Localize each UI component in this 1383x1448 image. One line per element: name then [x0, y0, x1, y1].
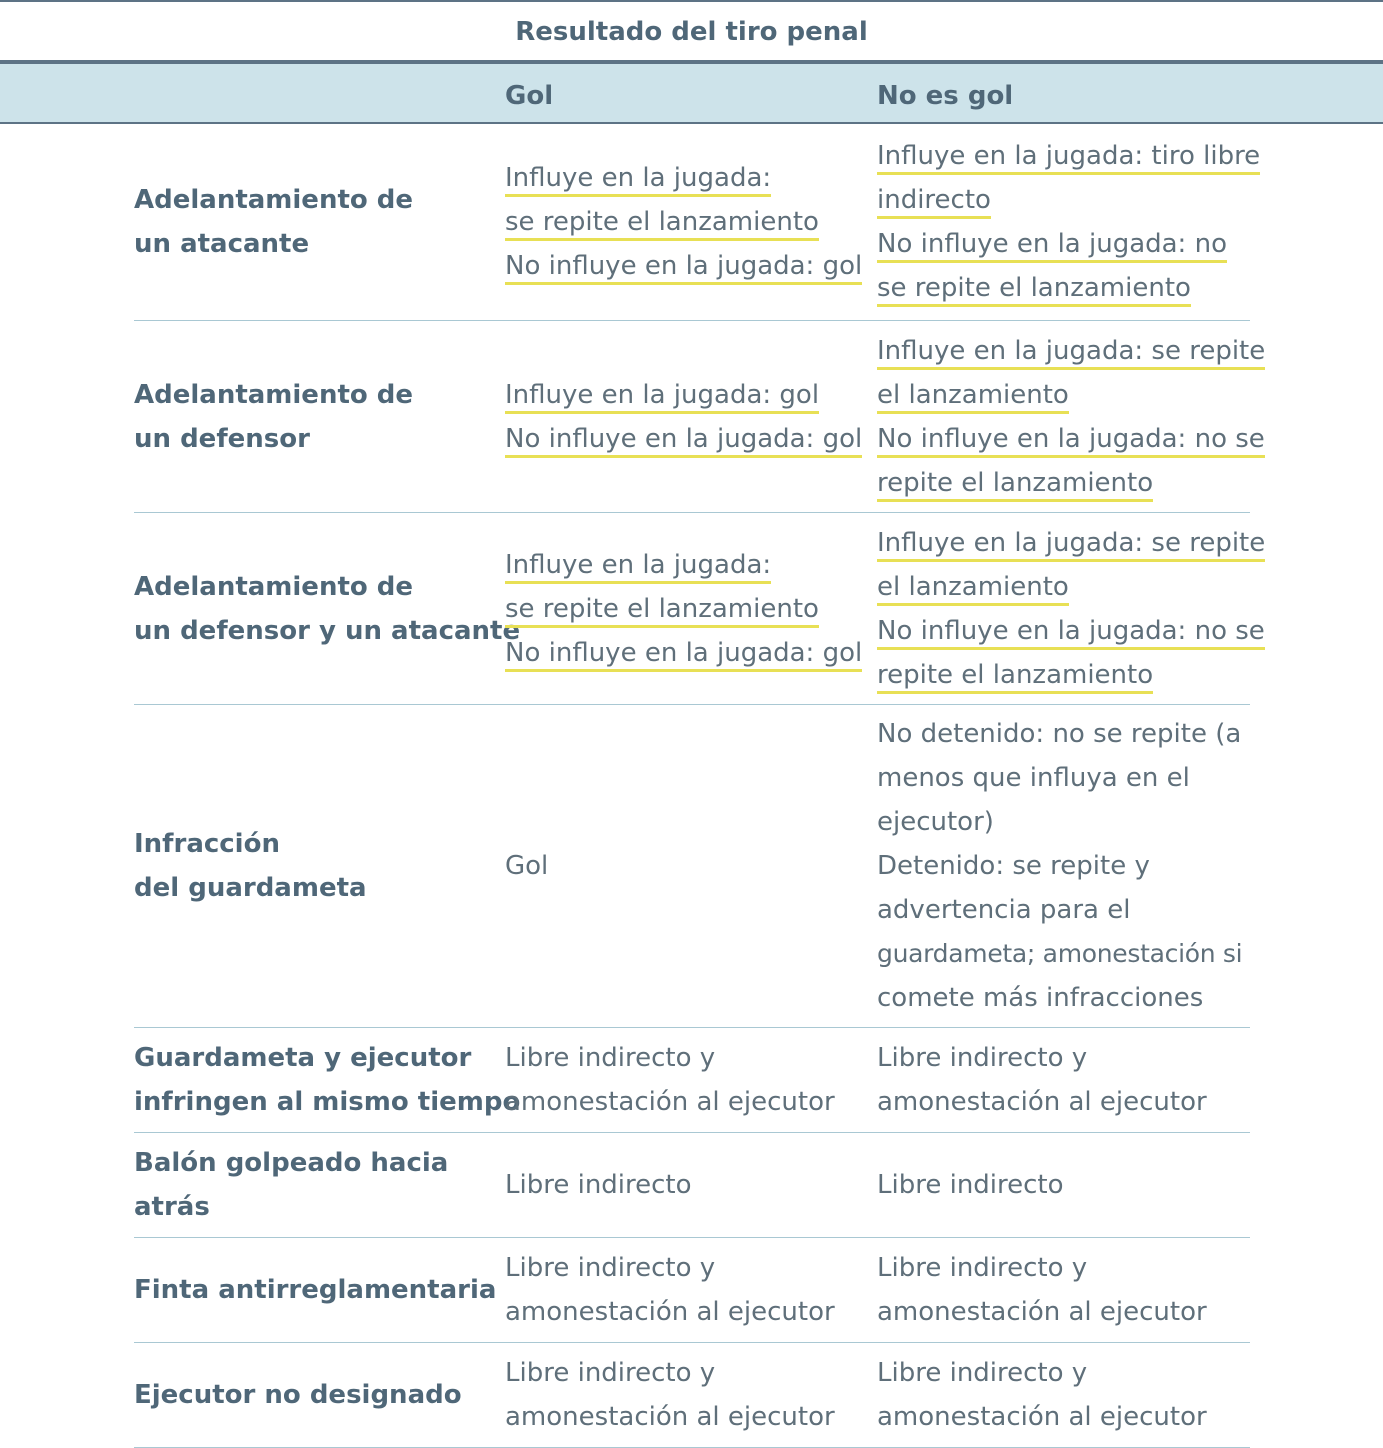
row-label-line: Adelantamiento de: [134, 379, 414, 410]
row-label: [134, 1133, 494, 1237]
highlighted-line: Influye en la jugada:: [505, 156, 865, 200]
cell-gol: [505, 705, 865, 1027]
highlighted-line: Influye en la jugada: se repite: [877, 329, 1257, 373]
highlighted-line: Influye en la jugada: gol: [505, 373, 865, 417]
cell-text: Libre indirecto: [877, 1170, 1064, 1200]
highlighted-line: el lanzamiento: [877, 565, 1257, 609]
highlighted-line: No influye en la jugada: gol: [505, 417, 865, 461]
cell-no-gol: [877, 705, 1257, 1027]
cell-text: guardameta; amonestación si: [877, 939, 1243, 968]
cell-text: Libre indirecto y: [877, 1043, 1088, 1073]
cell-gol: [505, 1028, 865, 1132]
row-label-line: un defensor: [134, 423, 310, 454]
row-label-line: del guardameta: [134, 873, 367, 903]
cell-text: Libre indirecto y: [505, 1358, 716, 1388]
cell-no-gol: [877, 124, 1261, 320]
row-label: [134, 1343, 494, 1447]
column-header-gol: Gol: [505, 81, 554, 111]
cell-gol: [505, 1238, 865, 1342]
cell-no-gol: [877, 321, 1266, 512]
table-row-finta: [134, 1238, 1250, 1343]
row-label-line: Adelantamiento de: [134, 185, 414, 215]
cell-gol: [505, 1133, 865, 1237]
table-row-adelantamiento-defensor: [134, 321, 1266, 513]
table-row-guardameta-ejecutor: [134, 1028, 1250, 1133]
cell-text: amonestación al ejecutor: [877, 1087, 1207, 1117]
row-label-line: Infracción: [134, 829, 280, 859]
cell-no-gol: [877, 513, 1266, 704]
table-row-adelantamiento-defensor-atacante: [134, 513, 1266, 705]
cell-gol: [505, 1343, 865, 1447]
table-row-infraccion-guardameta: [134, 705, 1250, 1028]
highlighted-line: repite el lanzamiento: [877, 461, 1257, 505]
cell-text: ejecutor): [877, 807, 994, 837]
column-header-band: [0, 60, 1383, 124]
highlighted-line: el lanzamiento: [877, 373, 1257, 417]
cell-text: Libre indirecto y: [505, 1043, 716, 1073]
cell-gol: [505, 124, 865, 320]
row-label-line: Balón golpeado hacia: [134, 1148, 449, 1178]
highlighted-line: No influye en la jugada: no se: [877, 609, 1257, 653]
cell-text: amonestación al ejecutor: [877, 1297, 1207, 1327]
row-label-line: Guardameta y ejecutor: [134, 1043, 472, 1073]
cell-text: Detenido: se repite y: [877, 851, 1150, 881]
cell-no-gol: [877, 1133, 1257, 1237]
cell-text: No detenido: no se repite (a: [877, 719, 1242, 749]
cell-text: Libre indirecto y: [505, 1253, 716, 1283]
cell-no-gol: [877, 1238, 1257, 1342]
highlighted-line: Influye en la jugada:: [505, 543, 865, 587]
highlighted-line: indirecto: [877, 178, 1257, 222]
cell-text: amonestación al ejecutor: [505, 1402, 835, 1432]
row-label-line: atrás: [134, 1192, 210, 1222]
cell-text: advertencia para el: [877, 895, 1131, 925]
cell-text: menos que influya en el: [877, 763, 1190, 793]
column-header-no-gol: No es gol: [877, 81, 1014, 111]
row-label: [134, 321, 494, 512]
highlighted-line: repite el lanzamiento: [877, 653, 1257, 697]
row-label: [134, 513, 521, 704]
cell-text: amonestación al ejecutor: [505, 1087, 835, 1117]
highlighted-line: se repite el lanzamiento: [877, 266, 1257, 310]
cell-text: Libre indirecto y: [877, 1253, 1088, 1283]
highlighted-line: No influye en la jugada: gol: [505, 631, 865, 675]
row-label: [134, 705, 494, 1027]
cell-gol: [505, 321, 865, 512]
highlighted-line: se repite el lanzamiento: [505, 200, 865, 244]
table-row-adelantamiento-atacante: [134, 124, 1261, 321]
row-label-line: Finta antirreglamentaria: [134, 1275, 497, 1305]
row-label-line: Ejecutor no designado: [134, 1380, 462, 1410]
cell-text: comete más infracciones: [877, 983, 1204, 1013]
row-label: [134, 1238, 497, 1342]
highlighted-line: Influye en la jugada: se repite: [877, 521, 1257, 565]
row-label: [134, 124, 494, 320]
highlighted-line: Influye en la jugada: tiro libre: [877, 134, 1257, 178]
cell-text: Gol: [505, 851, 549, 881]
highlighted-line: se repite el lanzamiento: [505, 587, 865, 631]
highlighted-line: No influye en la jugada: gol: [505, 244, 865, 288]
cell-gol: [505, 513, 865, 704]
row-label-line: un atacante: [134, 229, 310, 259]
cell-text: amonestación al ejecutor: [505, 1297, 835, 1327]
row-label-line: un defensor y un atacante: [134, 615, 521, 646]
row-label-line: Adelantamiento de: [134, 571, 414, 602]
table-row-balon-atras: [134, 1133, 1250, 1238]
cell-no-gol: [877, 1343, 1257, 1447]
table-title: Resultado del tiro penal: [515, 17, 868, 47]
cell-text: Libre indirecto y: [877, 1358, 1088, 1388]
table-row-ejecutor-no-designado: [134, 1343, 1250, 1448]
cell-text: Libre indirecto: [505, 1170, 692, 1200]
top-rule: [0, 0, 1383, 2]
cell-no-gol: [877, 1028, 1257, 1132]
highlighted-line: No influye en la jugada: no: [877, 222, 1257, 266]
cell-text: amonestación al ejecutor: [877, 1402, 1207, 1432]
highlighted-line: No influye en la jugada: no se: [877, 417, 1257, 461]
row-label: [134, 1028, 521, 1132]
row-label-line: infringen al mismo tiempo: [134, 1087, 521, 1117]
